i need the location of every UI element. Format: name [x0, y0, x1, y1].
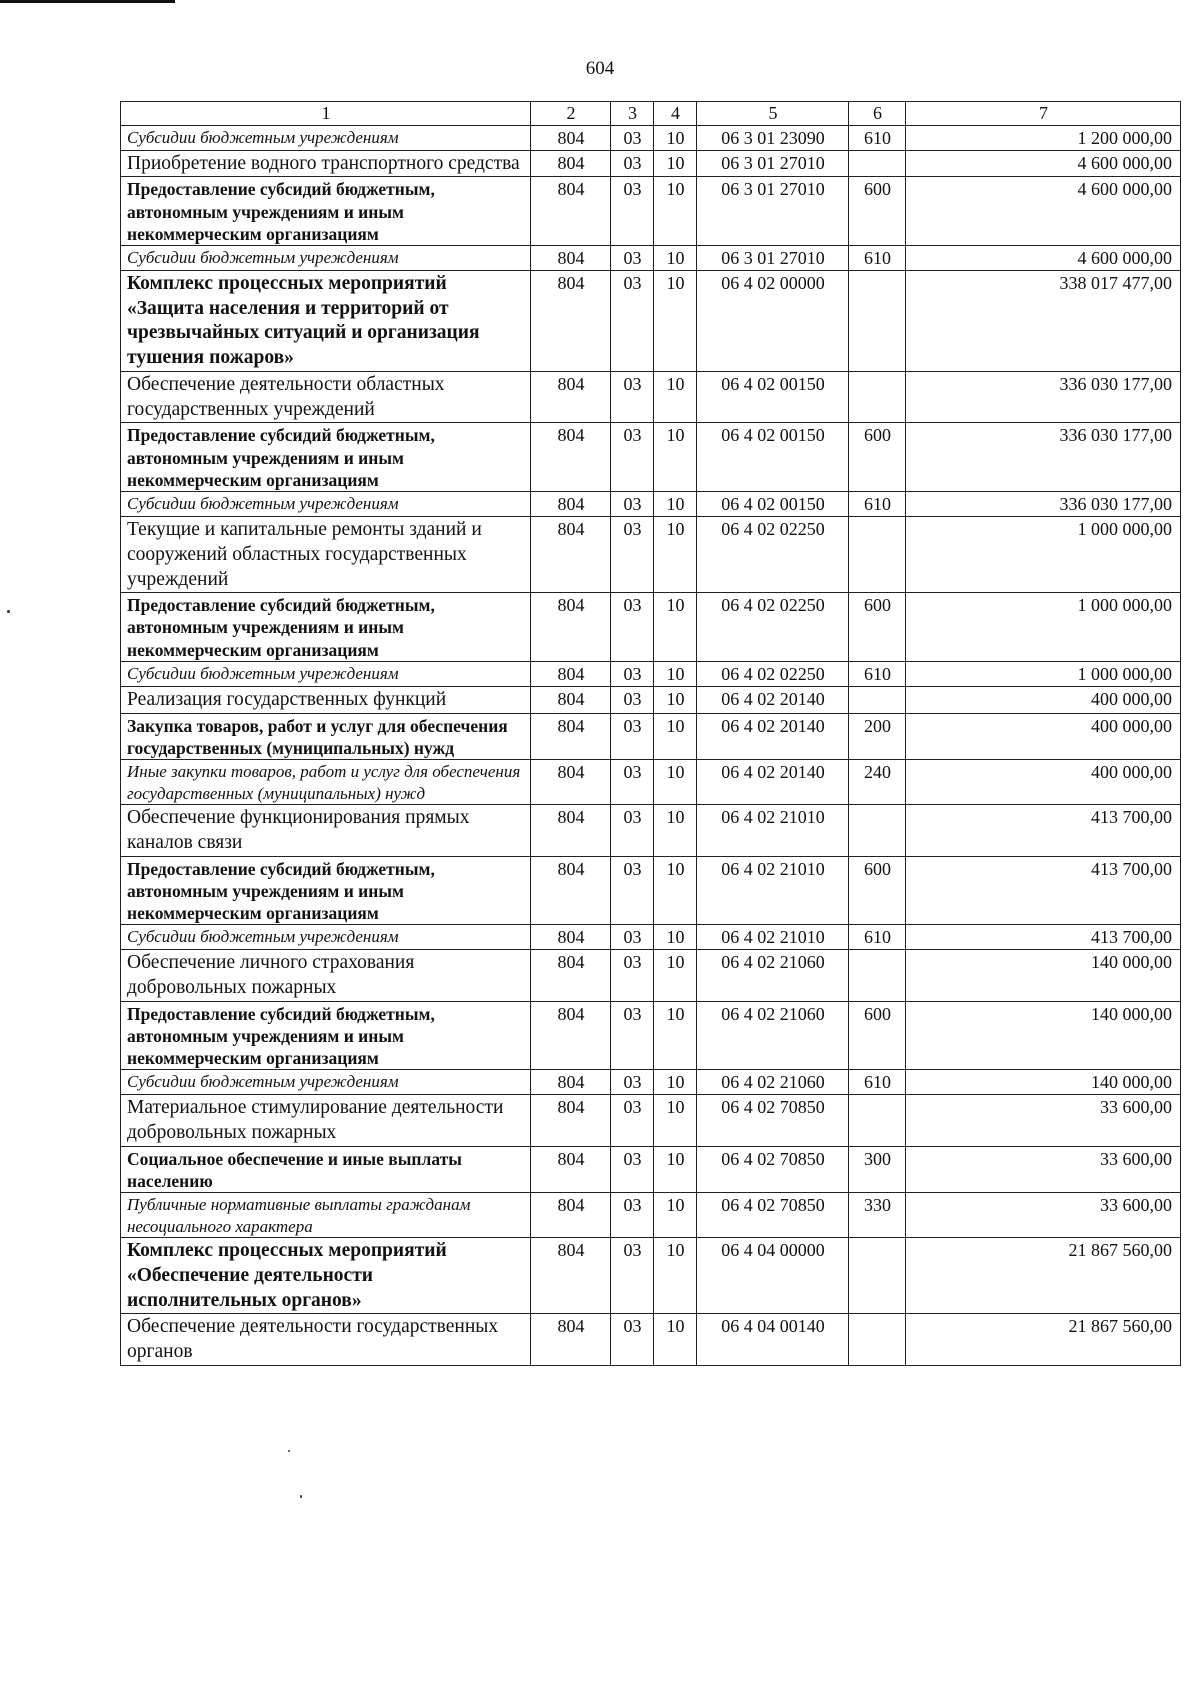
row-name: Субсидии бюджетным учреждениям [121, 1070, 531, 1095]
scan-top-edge [0, 0, 175, 3]
section-code: 03 [611, 759, 654, 804]
subsection-code: 10 [654, 593, 697, 662]
row-name: Предоставление субсидий бюджетным, автономным учреждениям и иным некоммерческим организациям [121, 177, 531, 246]
section-code: 03 [611, 1314, 654, 1366]
section-code: 03 [611, 1070, 654, 1095]
page-number: 604 [585, 58, 615, 79]
row-name: Предоставление субсидий бюджетным, автономным учреждениям и иным некоммерческим организациям [121, 423, 531, 492]
target-article: 06 4 02 21060 [697, 1001, 849, 1070]
expense-type: 600 [849, 177, 906, 246]
amount: 400 000,00 [906, 686, 1181, 713]
row-name: Обеспечение функционирования прямых каналов связи [121, 805, 531, 857]
amount: 400 000,00 [906, 713, 1181, 759]
column-header: 4 [654, 102, 697, 126]
expense-type [849, 371, 906, 423]
section-code: 03 [611, 713, 654, 759]
section-code: 03 [611, 661, 654, 686]
table-row [121, 517, 1181, 593]
row-name: Предоставление субсидий бюджетным, автономным учреждениям и иным некоммерческим организациям [121, 856, 531, 925]
amount: 4 600 000,00 [906, 150, 1181, 177]
subsection-code: 10 [654, 805, 697, 857]
column-number-header [121, 102, 1181, 126]
amount: 413 700,00 [906, 925, 1181, 950]
subsection-code: 10 [654, 759, 697, 804]
subsection-code: 10 [654, 856, 697, 925]
amount: 1 200 000,00 [906, 125, 1181, 150]
target-article: 06 3 01 27010 [697, 150, 849, 177]
subsection-code: 10 [654, 517, 697, 593]
row-name: Комплекс процессных мероприятий «Обеспечение деятельности исполнительных органов» [121, 1238, 531, 1314]
table-row [121, 1146, 1181, 1192]
grbs-code: 804 [531, 1314, 611, 1366]
subsection-code: 10 [654, 246, 697, 271]
expense-type: 200 [849, 713, 906, 759]
row-name: Текущие и капитальные ремонты зданий и сооружений областных государственных учреждений [121, 517, 531, 593]
amount: 140 000,00 [906, 1001, 1181, 1070]
target-article: 06 3 01 27010 [697, 177, 849, 246]
column-header: 2 [531, 102, 611, 126]
amount: 33 600,00 [906, 1095, 1181, 1147]
row-name: Закупка товаров, работ и услуг для обеспечения государственных (муниципальных) нужд [121, 713, 531, 759]
row-name: Субсидии бюджетным учреждениям [121, 246, 531, 271]
table-row [121, 150, 1181, 177]
section-code: 03 [611, 125, 654, 150]
row-name: Комплекс процессных мероприятий «Защита населения и территорий от чрезвычайных ситуаций и организация тушения пожаров» [121, 270, 531, 371]
section-code: 03 [611, 805, 654, 857]
target-article: 06 4 04 00000 [697, 1238, 849, 1314]
table-row [121, 492, 1181, 517]
amount: 1 000 000,00 [906, 661, 1181, 686]
row-name: Приобретение водного транспортного средства [121, 150, 531, 177]
grbs-code: 804 [531, 246, 611, 271]
amount: 1 000 000,00 [906, 593, 1181, 662]
table-row [121, 270, 1181, 371]
section-code: 03 [611, 593, 654, 662]
row-name: Иные закупки товаров, работ и услуг для обеспечения государственных (муниципальных) нужд [121, 759, 531, 804]
expense-type [849, 517, 906, 593]
expense-type: 330 [849, 1193, 906, 1238]
table-row [121, 713, 1181, 759]
expense-type: 600 [849, 423, 906, 492]
target-article: 06 4 04 00140 [697, 1314, 849, 1366]
table-row [121, 1001, 1181, 1070]
table-row [121, 593, 1181, 662]
table-row [121, 125, 1181, 150]
grbs-code: 804 [531, 661, 611, 686]
table-row [121, 1238, 1181, 1314]
table-row [121, 925, 1181, 950]
grbs-code: 804 [531, 950, 611, 1002]
amount: 400 000,00 [906, 759, 1181, 804]
scan-speck [7, 610, 10, 613]
amount: 140 000,00 [906, 950, 1181, 1002]
table-row [121, 686, 1181, 713]
target-article: 06 4 02 21010 [697, 805, 849, 857]
section-code: 03 [611, 686, 654, 713]
expense-type [849, 805, 906, 857]
grbs-code: 804 [531, 856, 611, 925]
expense-type [849, 1314, 906, 1366]
table-row [121, 1314, 1181, 1366]
scan-speck [288, 1450, 290, 1452]
target-article: 06 4 02 02250 [697, 593, 849, 662]
expense-type [849, 686, 906, 713]
subsection-code: 10 [654, 270, 697, 371]
section-code: 03 [611, 1193, 654, 1238]
target-article: 06 4 02 21010 [697, 925, 849, 950]
target-article: 06 4 02 21010 [697, 856, 849, 925]
budget-table [120, 101, 1181, 1366]
table-row [121, 1095, 1181, 1147]
row-name: Обеспечение личного страхования добровольных пожарных [121, 950, 531, 1002]
section-code: 03 [611, 1146, 654, 1192]
column-header: 6 [849, 102, 906, 126]
scan-speck [300, 1495, 302, 1498]
section-code: 03 [611, 517, 654, 593]
table-row [121, 856, 1181, 925]
target-article: 06 4 02 20140 [697, 759, 849, 804]
section-code: 03 [611, 371, 654, 423]
amount: 413 700,00 [906, 805, 1181, 857]
subsection-code: 10 [654, 1314, 697, 1366]
subsection-code: 10 [654, 686, 697, 713]
target-article: 06 4 02 02250 [697, 661, 849, 686]
amount: 33 600,00 [906, 1193, 1181, 1238]
grbs-code: 804 [531, 492, 611, 517]
row-name: Материальное стимулирование деятельности добровольных пожарных [121, 1095, 531, 1147]
table-row [121, 177, 1181, 246]
expense-type [849, 150, 906, 177]
target-article: 06 4 02 00150 [697, 423, 849, 492]
amount: 4 600 000,00 [906, 177, 1181, 246]
row-name: Публичные нормативные выплаты гражданам несоциального характера [121, 1193, 531, 1238]
row-name: Обеспечение деятельности областных государственных учреждений [121, 371, 531, 423]
row-name: Обеспечение деятельности государственных органов [121, 1314, 531, 1366]
expense-type: 610 [849, 1070, 906, 1095]
row-name: Социальное обеспечение и иные выплаты населению [121, 1146, 531, 1192]
subsection-code: 10 [654, 661, 697, 686]
expense-type: 600 [849, 1001, 906, 1070]
target-article: 06 4 02 00150 [697, 371, 849, 423]
amount: 33 600,00 [906, 1146, 1181, 1192]
target-article: 06 3 01 23090 [697, 125, 849, 150]
grbs-code: 804 [531, 1238, 611, 1314]
amount: 338 017 477,00 [906, 270, 1181, 371]
amount: 336 030 177,00 [906, 371, 1181, 423]
subsection-code: 10 [654, 925, 697, 950]
grbs-code: 804 [531, 517, 611, 593]
row-name: Субсидии бюджетным учреждениям [121, 125, 531, 150]
target-article: 06 4 02 21060 [697, 950, 849, 1002]
expense-type: 610 [849, 246, 906, 271]
grbs-code: 804 [531, 150, 611, 177]
section-code: 03 [611, 246, 654, 271]
section-code: 03 [611, 423, 654, 492]
expense-type: 610 [849, 925, 906, 950]
amount: 21 867 560,00 [906, 1314, 1181, 1366]
subsection-code: 10 [654, 1193, 697, 1238]
subsection-code: 10 [654, 492, 697, 517]
row-name: Субсидии бюджетным учреждениям [121, 661, 531, 686]
table-row [121, 805, 1181, 857]
row-name: Субсидии бюджетным учреждениям [121, 925, 531, 950]
row-name: Предоставление субсидий бюджетным, автономным учреждениям и иным некоммерческим организациям [121, 593, 531, 662]
section-code: 03 [611, 1095, 654, 1147]
target-article: 06 4 02 20140 [697, 713, 849, 759]
subsection-code: 10 [654, 177, 697, 246]
subsection-code: 10 [654, 150, 697, 177]
column-header: 5 [697, 102, 849, 126]
grbs-code: 804 [531, 713, 611, 759]
expense-type: 610 [849, 125, 906, 150]
grbs-code: 804 [531, 371, 611, 423]
table-row [121, 1070, 1181, 1095]
amount: 413 700,00 [906, 856, 1181, 925]
table-row [121, 759, 1181, 804]
subsection-code: 10 [654, 371, 697, 423]
column-header: 7 [906, 102, 1181, 126]
target-article: 06 3 01 27010 [697, 246, 849, 271]
section-code: 03 [611, 1238, 654, 1314]
grbs-code: 804 [531, 593, 611, 662]
amount: 140 000,00 [906, 1070, 1181, 1095]
target-article: 06 4 02 70850 [697, 1146, 849, 1192]
table-row [121, 371, 1181, 423]
subsection-code: 10 [654, 1146, 697, 1192]
target-article: 06 4 02 21060 [697, 1070, 849, 1095]
amount: 21 867 560,00 [906, 1238, 1181, 1314]
section-code: 03 [611, 856, 654, 925]
subsection-code: 10 [654, 1238, 697, 1314]
expense-type: 300 [849, 1146, 906, 1192]
expense-type [849, 270, 906, 371]
target-article: 06 4 02 70850 [697, 1095, 849, 1147]
section-code: 03 [611, 925, 654, 950]
target-article: 06 4 02 70850 [697, 1193, 849, 1238]
target-article: 06 4 02 02250 [697, 517, 849, 593]
section-code: 03 [611, 270, 654, 371]
expense-type [849, 950, 906, 1002]
grbs-code: 804 [531, 925, 611, 950]
grbs-code: 804 [531, 1095, 611, 1147]
grbs-code: 804 [531, 805, 611, 857]
subsection-code: 10 [654, 950, 697, 1002]
subsection-code: 10 [654, 1001, 697, 1070]
row-name: Субсидии бюджетным учреждениям [121, 492, 531, 517]
grbs-code: 804 [531, 759, 611, 804]
grbs-code: 804 [531, 177, 611, 246]
amount: 4 600 000,00 [906, 246, 1181, 271]
grbs-code: 804 [531, 1070, 611, 1095]
expense-type [849, 1095, 906, 1147]
expense-type: 240 [849, 759, 906, 804]
table-row [121, 423, 1181, 492]
expense-type [849, 1238, 906, 1314]
target-article: 06 4 02 20140 [697, 686, 849, 713]
amount: 1 000 000,00 [906, 517, 1181, 593]
expense-type: 600 [849, 856, 906, 925]
amount: 336 030 177,00 [906, 423, 1181, 492]
subsection-code: 10 [654, 1070, 697, 1095]
column-header: 1 [121, 102, 531, 126]
expense-type: 600 [849, 593, 906, 662]
row-name: Реализация государственных функций [121, 686, 531, 713]
table-row [121, 246, 1181, 271]
section-code: 03 [611, 177, 654, 246]
table-row [121, 661, 1181, 686]
section-code: 03 [611, 150, 654, 177]
subsection-code: 10 [654, 125, 697, 150]
section-code: 03 [611, 1001, 654, 1070]
grbs-code: 804 [531, 270, 611, 371]
subsection-code: 10 [654, 423, 697, 492]
subsection-code: 10 [654, 1095, 697, 1147]
column-header: 3 [611, 102, 654, 126]
expense-type: 610 [849, 661, 906, 686]
target-article: 06 4 02 00150 [697, 492, 849, 517]
grbs-code: 804 [531, 125, 611, 150]
grbs-code: 804 [531, 1001, 611, 1070]
grbs-code: 804 [531, 1146, 611, 1192]
section-code: 03 [611, 492, 654, 517]
row-name: Предоставление субсидий бюджетным, автономным учреждениям и иным некоммерческим организациям [121, 1001, 531, 1070]
grbs-code: 804 [531, 686, 611, 713]
grbs-code: 804 [531, 423, 611, 492]
section-code: 03 [611, 950, 654, 1002]
table-row [121, 950, 1181, 1002]
amount: 336 030 177,00 [906, 492, 1181, 517]
subsection-code: 10 [654, 713, 697, 759]
table-row [121, 1193, 1181, 1238]
expense-type: 610 [849, 492, 906, 517]
target-article: 06 4 02 00000 [697, 270, 849, 371]
grbs-code: 804 [531, 1193, 611, 1238]
